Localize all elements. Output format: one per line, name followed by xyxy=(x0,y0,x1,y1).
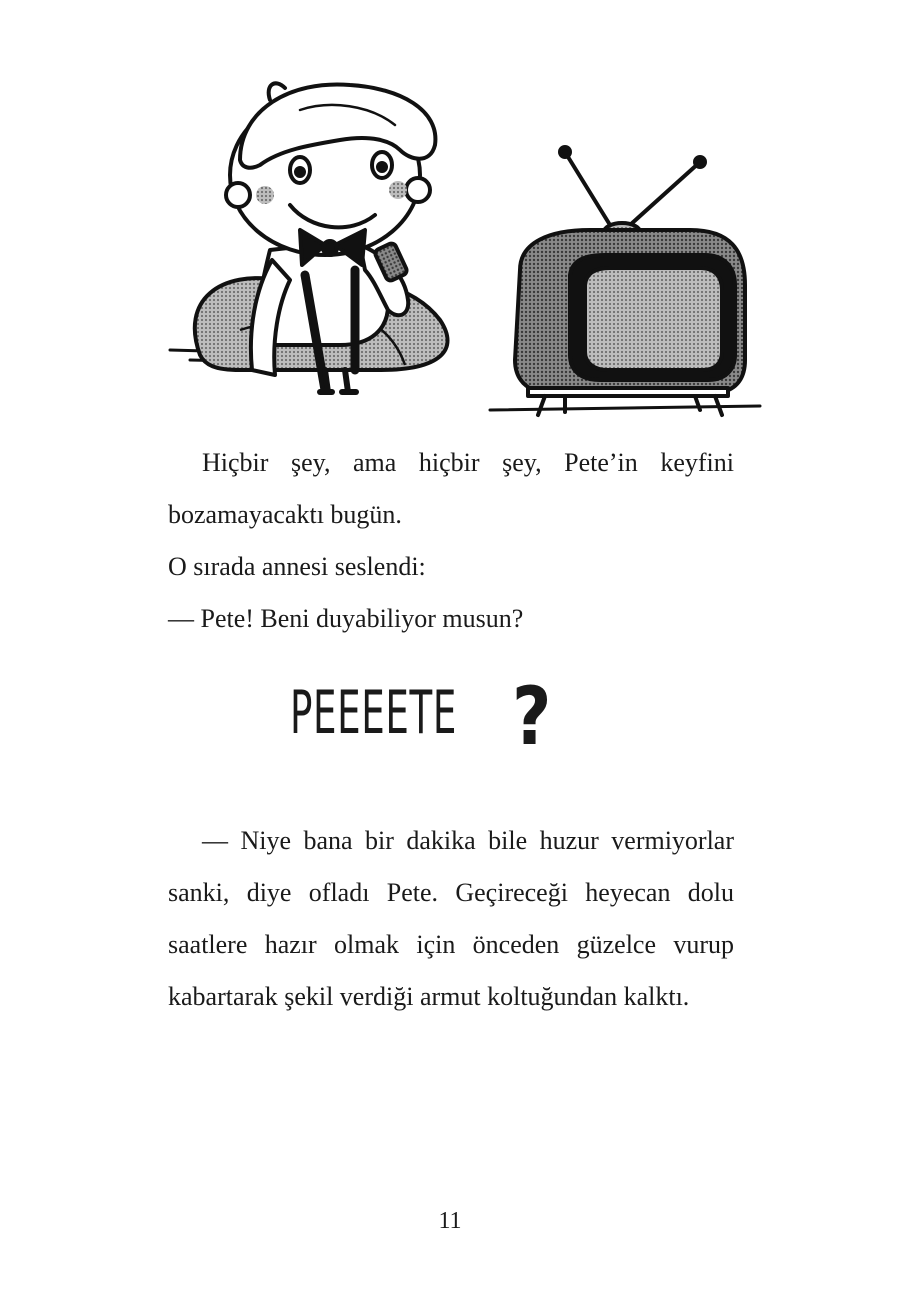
illustration-boy-watching-tv xyxy=(160,70,770,430)
paragraph-3: — Pete! Beni duyabiliyor musun? xyxy=(168,604,524,633)
shout-letters: PEEEETE xyxy=(290,678,458,748)
paragraph-1: Hiçbir şey, ama hiçbir şey, Pete’in keyfini bozamayacaktı bugün. xyxy=(168,448,734,529)
paragraph-2: O sırada annesi seslendi: xyxy=(168,552,426,581)
television xyxy=(515,147,745,415)
text-block-bottom xyxy=(168,815,734,1023)
text-block-top xyxy=(168,437,734,645)
shout-lettering xyxy=(290,670,590,763)
page-number: 11 xyxy=(438,1208,462,1234)
shout-question-mark: ? xyxy=(512,670,552,763)
paragraph-4: — Niye bana bir dakika bile huzur vermiyorlar sanki, diye ofladı Pete. Geçireceği heyecan dolu saatlere hazır olmak için önceden güzelce vurup kabartarak şekil verdiği armut koltuğundan kalktı. xyxy=(168,826,734,1011)
